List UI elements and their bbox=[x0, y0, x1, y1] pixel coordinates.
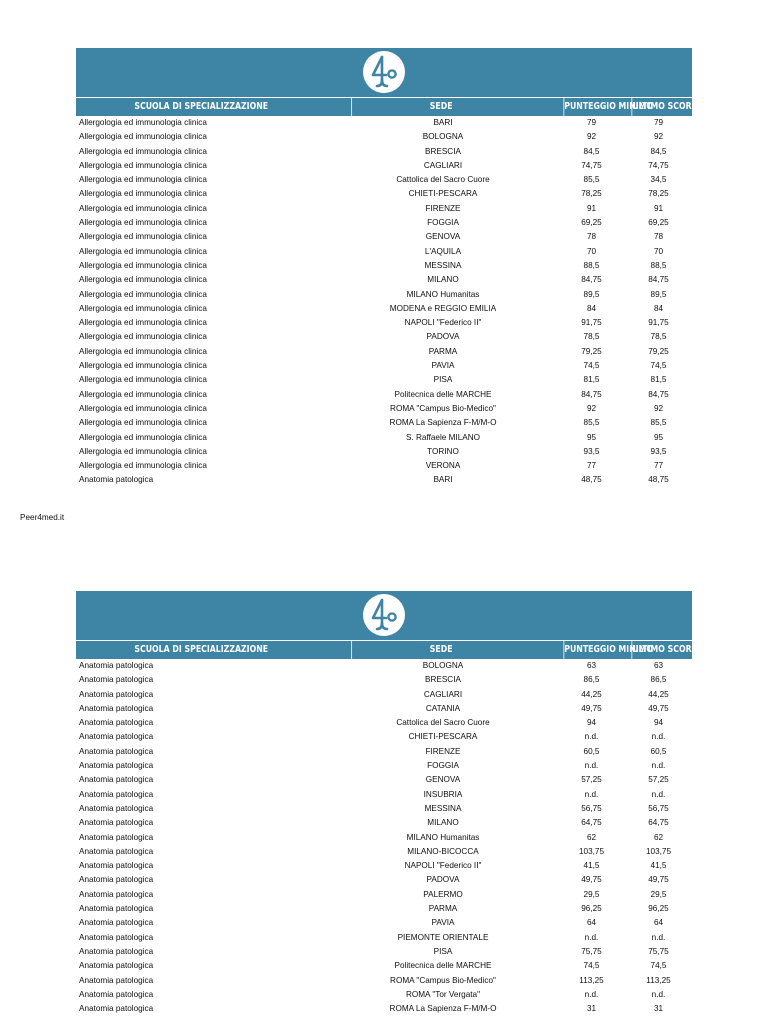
cell-scuola: Anatomia patologica bbox=[79, 475, 154, 485]
cell-ultimo: 64 bbox=[653, 918, 664, 928]
cell-punteggio: 103,75 bbox=[578, 846, 605, 856]
cell-sede: PALERMO bbox=[423, 889, 463, 899]
table-row bbox=[76, 716, 692, 730]
cell-punteggio: 92 bbox=[586, 403, 597, 413]
cell-sede: CATANIA bbox=[425, 703, 461, 713]
cell-sede: MILANO Humanitas bbox=[406, 832, 480, 842]
table-row bbox=[76, 402, 692, 416]
table-header bbox=[76, 640, 733, 659]
table-row bbox=[76, 216, 692, 230]
cell-sede: ROMA "Campus Bio-Medico" bbox=[390, 403, 496, 413]
cell-ultimo: 113,25 bbox=[646, 975, 671, 985]
cell-ultimo: 78,25 bbox=[648, 189, 669, 199]
cell-scuola: Allergologia ed immunologia clinica bbox=[79, 318, 207, 328]
cell-scuola: Allergologia ed immunologia clinica bbox=[79, 375, 207, 385]
cell-punteggio: 84 bbox=[586, 303, 597, 313]
cell-punteggio: 74,5 bbox=[583, 961, 600, 971]
cell-scuola: Anatomia patologica bbox=[79, 746, 154, 756]
cell-sede: MILANO bbox=[427, 818, 459, 828]
table-row bbox=[76, 945, 692, 959]
cell-ultimo: 78,5 bbox=[650, 332, 667, 342]
table-row bbox=[76, 730, 692, 744]
cell-ultimo: 84,75 bbox=[648, 389, 669, 399]
table-row bbox=[76, 759, 692, 773]
cell-sede: BOLOGNA bbox=[422, 132, 464, 142]
header-sede: SEDE bbox=[352, 641, 531, 659]
table-row bbox=[76, 916, 692, 930]
table-row bbox=[76, 1002, 692, 1016]
table-row bbox=[76, 130, 692, 144]
cell-punteggio: 64,75 bbox=[581, 818, 602, 828]
cell-sede: NAPOLI "Federico II" bbox=[404, 861, 482, 871]
table-row bbox=[76, 702, 692, 716]
table-row bbox=[76, 802, 692, 816]
cell-ultimo: 94 bbox=[653, 718, 664, 728]
cell-punteggio: 49,75 bbox=[581, 703, 602, 713]
cell-ultimo: n.d. bbox=[651, 761, 666, 771]
cell-scuola: Anatomia patologica bbox=[79, 675, 154, 685]
cell-punteggio: 85,5 bbox=[583, 175, 600, 185]
cell-sede: S. Raffaele MILANO bbox=[405, 432, 481, 442]
cell-ultimo: 84,75 bbox=[648, 275, 669, 285]
cell-ultimo: 77 bbox=[653, 461, 664, 471]
cell-sede: PIEMONTE ORIENTALE bbox=[397, 932, 489, 942]
cell-sede: BARI bbox=[433, 475, 453, 485]
cell-punteggio: 79 bbox=[586, 118, 597, 127]
header-scuola: SCUOLA DI SPECIALIZZAZIONE bbox=[134, 101, 269, 112]
cell-scuola: Anatomia patologica bbox=[79, 732, 154, 742]
cell-sede: ROMA "Campus Bio-Medico" bbox=[390, 975, 496, 985]
cell-sede: MODENA e REGGIO EMILIA bbox=[389, 303, 497, 313]
cell-punteggio: 48,75 bbox=[581, 475, 602, 485]
table-row bbox=[76, 773, 692, 787]
cell-punteggio: 70 bbox=[586, 246, 597, 256]
cell-scuola: Allergologia ed immunologia clinica bbox=[79, 275, 207, 285]
cell-ultimo: 93,5 bbox=[650, 446, 667, 456]
cell-sede: CAGLIARI bbox=[423, 689, 463, 699]
cell-ultimo: 74,5 bbox=[650, 361, 667, 371]
cell-scuola: Allergologia ed immunologia clinica bbox=[79, 118, 207, 127]
table-row bbox=[76, 459, 692, 473]
cell-sede: PADOVA bbox=[426, 875, 460, 885]
cell-ultimo: 92 bbox=[653, 403, 664, 413]
table-row bbox=[76, 473, 692, 487]
cell-sede: MILANO-BICOCCA bbox=[407, 846, 479, 856]
table-row bbox=[76, 659, 692, 673]
table-row bbox=[76, 431, 692, 445]
cell-scuola: Anatomia patologica bbox=[79, 703, 154, 713]
cell-scuola: Allergologia ed immunologia clinica bbox=[79, 260, 207, 270]
cell-punteggio: 91 bbox=[586, 203, 597, 213]
cell-scuola: Allergologia ed immunologia clinica bbox=[79, 289, 207, 299]
cell-punteggio: n.d. bbox=[584, 932, 599, 942]
cell-punteggio: 77 bbox=[586, 461, 597, 471]
cell-punteggio: 63 bbox=[586, 661, 597, 670]
cell-sede: Cattolica del Sacro Cuore bbox=[396, 175, 490, 185]
cell-ultimo: 29,5 bbox=[650, 889, 667, 899]
header-scuola: SCUOLA DI SPECIALIZZAZIONE bbox=[134, 644, 269, 655]
table-row bbox=[76, 373, 692, 387]
cell-scuola: Anatomia patologica bbox=[79, 832, 154, 842]
cell-punteggio: 93,5 bbox=[583, 446, 600, 456]
cell-sede: PARMA bbox=[428, 904, 458, 914]
table-row bbox=[76, 230, 692, 244]
cell-sede: INSUBRIA bbox=[423, 789, 463, 799]
table-body bbox=[76, 659, 692, 1016]
cell-sede: ROMA La Sapienza F-M/M-O bbox=[389, 1004, 497, 1014]
cell-punteggio: 69,25 bbox=[581, 218, 602, 228]
cell-sede: PISA bbox=[433, 946, 453, 956]
cell-scuola: Anatomia patologica bbox=[79, 818, 154, 828]
cell-scuola: Allergologia ed immunologia clinica bbox=[79, 146, 207, 156]
table-row bbox=[76, 445, 692, 459]
cell-ultimo: 49,75 bbox=[648, 703, 669, 713]
cell-ultimo: 62 bbox=[653, 832, 664, 842]
cell-sede: FOGGIA bbox=[427, 218, 459, 228]
peer4med-logo-icon bbox=[362, 593, 406, 637]
cell-ultimo: 103,75 bbox=[645, 846, 672, 856]
cell-scuola: Anatomia patologica bbox=[79, 718, 154, 728]
cell-punteggio: 94 bbox=[586, 718, 597, 728]
cell-scuola: Allergologia ed immunologia clinica bbox=[79, 389, 207, 399]
cell-scuola: Allergologia ed immunologia clinica bbox=[79, 175, 207, 185]
cell-scuola: Anatomia patologica bbox=[79, 875, 154, 885]
cell-ultimo: 85,5 bbox=[650, 418, 667, 428]
table-row bbox=[76, 988, 692, 1002]
cell-punteggio: 49,75 bbox=[581, 875, 602, 885]
cell-scuola: Anatomia patologica bbox=[79, 918, 154, 928]
cell-punteggio: 89,5 bbox=[583, 289, 600, 299]
cell-scuola: Allergologia ed immunologia clinica bbox=[79, 403, 207, 413]
cell-punteggio: n.d. bbox=[584, 761, 599, 771]
cell-punteggio: 92 bbox=[586, 132, 597, 142]
cell-punteggio: n.d. bbox=[584, 989, 599, 999]
header-sede: SEDE bbox=[352, 98, 531, 116]
header-banner bbox=[76, 591, 692, 640]
cell-sede: PAVIA bbox=[431, 918, 455, 928]
cell-sede: PARMA bbox=[428, 346, 458, 356]
cell-scuola: Anatomia patologica bbox=[79, 946, 154, 956]
cell-ultimo: 57,25 bbox=[648, 775, 669, 785]
cell-sede: Cattolica del Sacro Cuore bbox=[396, 718, 490, 728]
cell-ultimo: 56,75 bbox=[648, 803, 669, 813]
cell-punteggio: 91,75 bbox=[581, 318, 602, 328]
cell-sede: VERONA bbox=[425, 461, 461, 471]
header-ultimo: ULTIMO SCORRIMENTO bbox=[631, 98, 684, 116]
cell-ultimo: 81,5 bbox=[650, 375, 667, 385]
cell-sede: BRESCIA bbox=[425, 675, 461, 685]
table-row bbox=[76, 359, 692, 373]
cell-sede: GENOVA bbox=[425, 232, 461, 242]
cell-scuola: Anatomia patologica bbox=[79, 861, 154, 871]
table-row bbox=[76, 673, 692, 687]
cell-ultimo: 95 bbox=[653, 432, 664, 442]
cell-sede: CAGLIARI bbox=[423, 160, 463, 170]
cell-punteggio: 95 bbox=[586, 432, 597, 442]
table-row bbox=[76, 416, 692, 430]
cell-punteggio: 96,25 bbox=[581, 904, 602, 914]
cell-scuola: Anatomia patologica bbox=[79, 846, 154, 856]
cell-punteggio: 44,25 bbox=[581, 689, 602, 699]
cell-sede: BARI bbox=[433, 118, 453, 127]
cell-ultimo: 69,25 bbox=[648, 218, 669, 228]
cell-punteggio: 31 bbox=[586, 1004, 597, 1014]
cell-sede: GENOVA bbox=[425, 775, 461, 785]
cell-punteggio: 74,5 bbox=[583, 361, 600, 371]
cell-scuola: Anatomia patologica bbox=[79, 889, 154, 899]
cell-ultimo: 89,5 bbox=[650, 289, 667, 299]
cell-scuola: Anatomia patologica bbox=[79, 975, 154, 985]
cell-sede: PAVIA bbox=[431, 361, 455, 371]
cell-sede: FOGGIA bbox=[427, 761, 459, 771]
table-row bbox=[76, 187, 692, 201]
cell-ultimo: n.d. bbox=[651, 789, 666, 799]
cell-scuola: Allergologia ed immunologia clinica bbox=[79, 303, 207, 313]
cell-ultimo: 44,25 bbox=[648, 689, 669, 699]
cell-sede: MESSINA bbox=[424, 260, 462, 270]
cell-ultimo: 75,75 bbox=[648, 946, 669, 956]
cell-scuola: Allergologia ed immunologia clinica bbox=[79, 203, 207, 213]
cell-scuola: Allergologia ed immunologia clinica bbox=[79, 218, 207, 228]
cell-ultimo: n.d. bbox=[651, 732, 666, 742]
cell-ultimo: 88,5 bbox=[650, 260, 667, 270]
cell-scuola: Anatomia patologica bbox=[79, 932, 154, 942]
cell-scuola: Allergologia ed immunologia clinica bbox=[79, 461, 207, 471]
header-banner bbox=[76, 48, 692, 97]
cell-ultimo: 34,5 bbox=[650, 175, 667, 185]
cell-punteggio: 60,5 bbox=[583, 746, 600, 756]
table-body bbox=[76, 116, 692, 488]
cell-ultimo: 49,75 bbox=[648, 875, 669, 885]
cell-ultimo: 79,25 bbox=[648, 346, 669, 356]
table-row bbox=[76, 788, 692, 802]
cell-ultimo: 79 bbox=[653, 118, 664, 127]
cell-punteggio: 41,5 bbox=[583, 861, 600, 871]
cell-sede: FIRENZE bbox=[425, 746, 461, 756]
cell-scuola: Anatomia patologica bbox=[79, 989, 154, 999]
cell-sede: PISA bbox=[433, 375, 453, 385]
cell-ultimo: 31 bbox=[653, 1004, 664, 1014]
cell-punteggio: 113,25 bbox=[579, 975, 604, 985]
cell-punteggio: n.d. bbox=[584, 789, 599, 799]
table-row bbox=[76, 116, 692, 130]
table-row bbox=[76, 745, 692, 759]
cell-punteggio: 29,5 bbox=[583, 889, 600, 899]
cell-scuola: Anatomia patologica bbox=[79, 775, 154, 785]
header-punteggio: PUNTEGGIO MINIMO bbox=[563, 641, 616, 659]
table-row bbox=[76, 931, 692, 945]
cell-scuola: Allergologia ed immunologia clinica bbox=[79, 418, 207, 428]
table-row bbox=[76, 902, 692, 916]
cell-sede: FIRENZE bbox=[425, 203, 461, 213]
cell-sede: CHIETI-PESCARA bbox=[408, 189, 478, 199]
cell-sede: CHIETI-PESCARA bbox=[408, 732, 478, 742]
cell-ultimo: 64,75 bbox=[648, 818, 669, 828]
table-row bbox=[76, 330, 692, 344]
table-row bbox=[76, 688, 692, 702]
cell-scuola: Anatomia patologica bbox=[79, 789, 154, 799]
cell-scuola: Allergologia ed immunologia clinica bbox=[79, 232, 207, 242]
cell-ultimo: 91,75 bbox=[648, 318, 669, 328]
cell-punteggio: 88,5 bbox=[583, 260, 600, 270]
header-punteggio: PUNTEGGIO MINIMO bbox=[563, 98, 616, 116]
cell-sede: ROMA La Sapienza F-M/M-O bbox=[389, 418, 497, 428]
table-row bbox=[76, 245, 692, 259]
cell-scuola: Allergologia ed immunologia clinica bbox=[79, 332, 207, 342]
table-page-1 bbox=[76, 48, 733, 488]
table-row bbox=[76, 873, 692, 887]
cell-ultimo: 84 bbox=[653, 303, 664, 313]
cell-scuola: Allergologia ed immunologia clinica bbox=[79, 160, 207, 170]
table-row bbox=[76, 259, 692, 273]
table-row bbox=[76, 202, 692, 216]
table-row bbox=[76, 288, 692, 302]
cell-sede: BRESCIA bbox=[425, 146, 461, 156]
cell-ultimo: 91 bbox=[653, 203, 664, 213]
cell-scuola: Allergologia ed immunologia clinica bbox=[79, 361, 207, 371]
cell-punteggio: 62 bbox=[586, 832, 597, 842]
cell-punteggio: 78 bbox=[586, 232, 597, 242]
table-row bbox=[76, 273, 692, 287]
cell-scuola: Anatomia patologica bbox=[79, 689, 154, 699]
cell-scuola: Anatomia patologica bbox=[79, 961, 154, 971]
cell-punteggio: 78,5 bbox=[583, 332, 600, 342]
table-row bbox=[76, 173, 692, 187]
cell-ultimo: n.d. bbox=[651, 932, 666, 942]
cell-scuola: Allergologia ed immunologia clinica bbox=[79, 246, 207, 256]
table-row bbox=[76, 316, 692, 330]
table-row bbox=[76, 859, 692, 873]
cell-ultimo: 60,5 bbox=[650, 746, 667, 756]
cell-scuola: Anatomia patologica bbox=[79, 1004, 154, 1014]
table-row bbox=[76, 345, 692, 359]
table-row bbox=[76, 302, 692, 316]
cell-scuola: Allergologia ed immunologia clinica bbox=[79, 132, 207, 142]
cell-punteggio: 57,25 bbox=[581, 775, 602, 785]
cell-scuola: Anatomia patologica bbox=[79, 904, 154, 914]
cell-ultimo: 92 bbox=[653, 132, 664, 142]
cell-punteggio: 78,25 bbox=[581, 189, 602, 199]
table-row bbox=[76, 145, 692, 159]
cell-sede: Politecnica delle MARCHE bbox=[394, 389, 492, 399]
cell-ultimo: 70 bbox=[653, 246, 664, 256]
cell-scuola: Allergologia ed immunologia clinica bbox=[79, 446, 207, 456]
cell-sede: MILANO Humanitas bbox=[406, 289, 480, 299]
table-row bbox=[76, 388, 692, 402]
cell-ultimo: n.d. bbox=[651, 989, 666, 999]
cell-sede: BOLOGNA bbox=[422, 661, 464, 670]
cell-punteggio: 84,75 bbox=[581, 275, 602, 285]
cell-ultimo: 74,5 bbox=[650, 961, 667, 971]
cell-sede: NAPOLI "Federico II" bbox=[404, 318, 482, 328]
table-header bbox=[76, 97, 733, 116]
cell-sede: L'AQUILA bbox=[424, 246, 462, 256]
cell-scuola: Allergologia ed immunologia clinica bbox=[79, 432, 207, 442]
cell-scuola: Anatomia patologica bbox=[79, 661, 154, 670]
cell-ultimo: 96,25 bbox=[648, 904, 669, 914]
cell-punteggio: 74,75 bbox=[581, 160, 602, 170]
table-row bbox=[76, 831, 692, 845]
cell-ultimo: 63 bbox=[653, 661, 664, 670]
cell-sede: Politecnica delle MARCHE bbox=[394, 961, 492, 971]
cell-sede: TORINO bbox=[427, 446, 459, 456]
cell-ultimo: 74,75 bbox=[648, 160, 669, 170]
cell-scuola: Allergologia ed immunologia clinica bbox=[79, 346, 207, 356]
cell-punteggio: 85,5 bbox=[583, 418, 600, 428]
cell-punteggio: 56,75 bbox=[581, 803, 602, 813]
table-row bbox=[76, 159, 692, 173]
cell-ultimo: 78 bbox=[653, 232, 664, 242]
cell-sede: MESSINA bbox=[424, 803, 462, 813]
table-row bbox=[76, 816, 692, 830]
footer-site: Peer4med.it bbox=[20, 513, 65, 522]
table-page-2 bbox=[76, 591, 733, 1016]
cell-scuola: Allergologia ed immunologia clinica bbox=[79, 189, 207, 199]
peer4med-logo-icon bbox=[362, 50, 406, 94]
cell-sede: MILANO bbox=[427, 275, 459, 285]
cell-punteggio: n.d. bbox=[584, 732, 599, 742]
cell-scuola: Anatomia patologica bbox=[79, 761, 154, 771]
cell-punteggio: 86,5 bbox=[583, 675, 600, 685]
cell-ultimo: 48,75 bbox=[648, 475, 669, 485]
cell-scuola: Anatomia patologica bbox=[79, 803, 154, 813]
table-row bbox=[76, 845, 692, 859]
cell-punteggio: 64 bbox=[586, 918, 597, 928]
cell-ultimo: 41,5 bbox=[650, 861, 667, 871]
header-ultimo: ULTIMO SCORRIMENTO bbox=[631, 641, 684, 659]
cell-punteggio: 84,5 bbox=[583, 146, 600, 156]
cell-punteggio: 75,75 bbox=[581, 946, 602, 956]
cell-ultimo: 84,5 bbox=[650, 146, 667, 156]
table-row bbox=[76, 974, 692, 988]
cell-punteggio: 84,75 bbox=[581, 389, 602, 399]
cell-punteggio: 81,5 bbox=[583, 375, 600, 385]
cell-sede: PADOVA bbox=[426, 332, 460, 342]
cell-sede: ROMA "Tor Vergata" bbox=[405, 989, 481, 999]
table-row bbox=[76, 888, 692, 902]
cell-ultimo: 86,5 bbox=[650, 675, 667, 685]
table-row bbox=[76, 959, 692, 973]
cell-punteggio: 79,25 bbox=[581, 346, 602, 356]
